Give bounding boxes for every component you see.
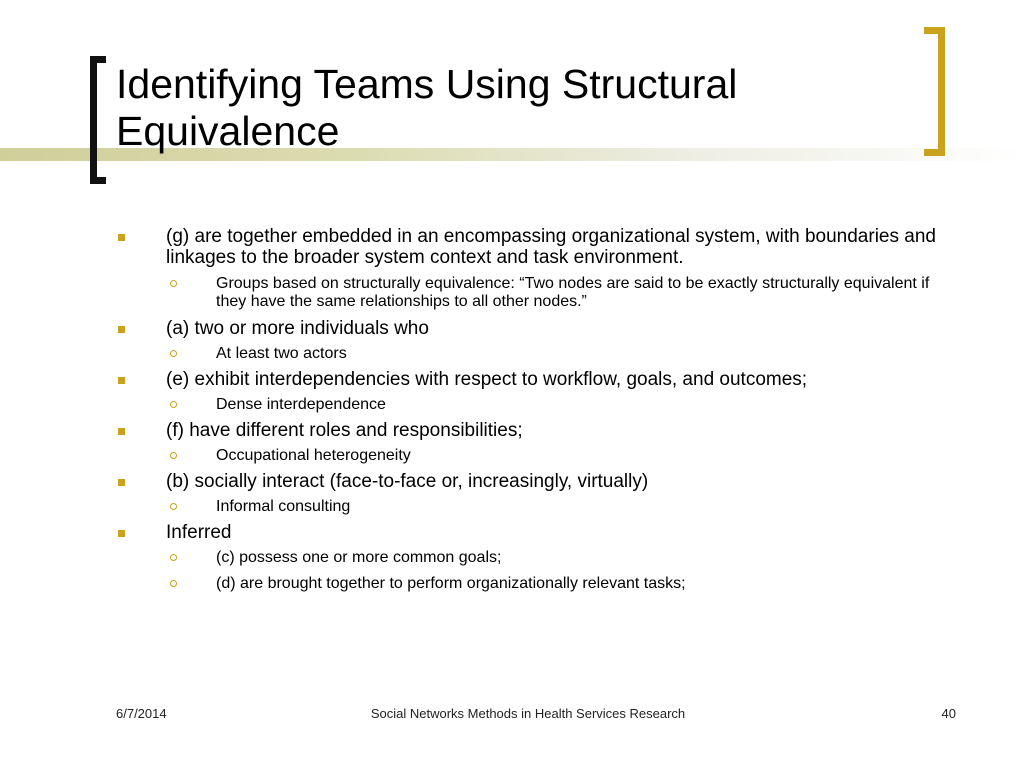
right-bracket-decoration bbox=[924, 27, 945, 156]
circle-bullet-icon bbox=[170, 452, 177, 459]
circle-bullet-icon bbox=[170, 350, 177, 357]
left-bracket-decoration bbox=[90, 56, 106, 184]
sub-list-item: At least two actors bbox=[216, 345, 347, 362]
square-bullet-icon bbox=[118, 234, 125, 241]
sub-list-item: Informal consulting bbox=[216, 498, 351, 515]
sub-list-item: Dense interdependence bbox=[216, 396, 386, 413]
square-bullet-icon bbox=[118, 530, 125, 537]
sub-list-item: Groups based on structurally equivalence: “Two nodes are said to be exactly structurally equivalent if they have the same relationships to all other nodes.” bbox=[216, 275, 930, 310]
square-bullet-icon bbox=[118, 428, 125, 435]
list-item: (b) socially interact (face-to-face or, increasingly, virtually) bbox=[166, 471, 649, 492]
circle-bullet-icon bbox=[170, 280, 177, 287]
list-item: (f) have different roles and responsibilities; bbox=[166, 420, 523, 441]
sub-list-item: (d) are brought together to perform organizationally relevant tasks; bbox=[216, 575, 686, 592]
circle-bullet-icon bbox=[170, 503, 177, 510]
sub-list-item: Occupational heterogeneity bbox=[216, 447, 411, 464]
slide-title: Identifying Teams Using Structural Equivalence bbox=[116, 61, 738, 154]
square-bullet-icon bbox=[118, 377, 125, 384]
list-item: Inferred bbox=[166, 522, 232, 543]
circle-bullet-icon bbox=[170, 554, 177, 561]
sub-list-item: (c) possess one or more common goals; bbox=[216, 549, 502, 566]
circle-bullet-icon bbox=[170, 580, 177, 587]
square-bullet-icon bbox=[118, 479, 125, 486]
circle-bullet-icon bbox=[170, 401, 177, 408]
square-bullet-icon bbox=[118, 326, 125, 333]
list-item: (a) two or more individuals who bbox=[166, 318, 429, 339]
list-item: (e) exhibit interdependencies with respect to workflow, goals, and outcomes; bbox=[166, 369, 808, 390]
footer-title: Social Networks Methods in Health Services Research bbox=[370, 706, 686, 721]
list-item: (g) are together embedded in an encompassing organizational system, with boundaries and linkages to the broader system context and task environment. bbox=[166, 226, 936, 268]
footer-page-number: 40 bbox=[941, 706, 956, 721]
footer-date: 6/7/2014 bbox=[116, 706, 167, 721]
